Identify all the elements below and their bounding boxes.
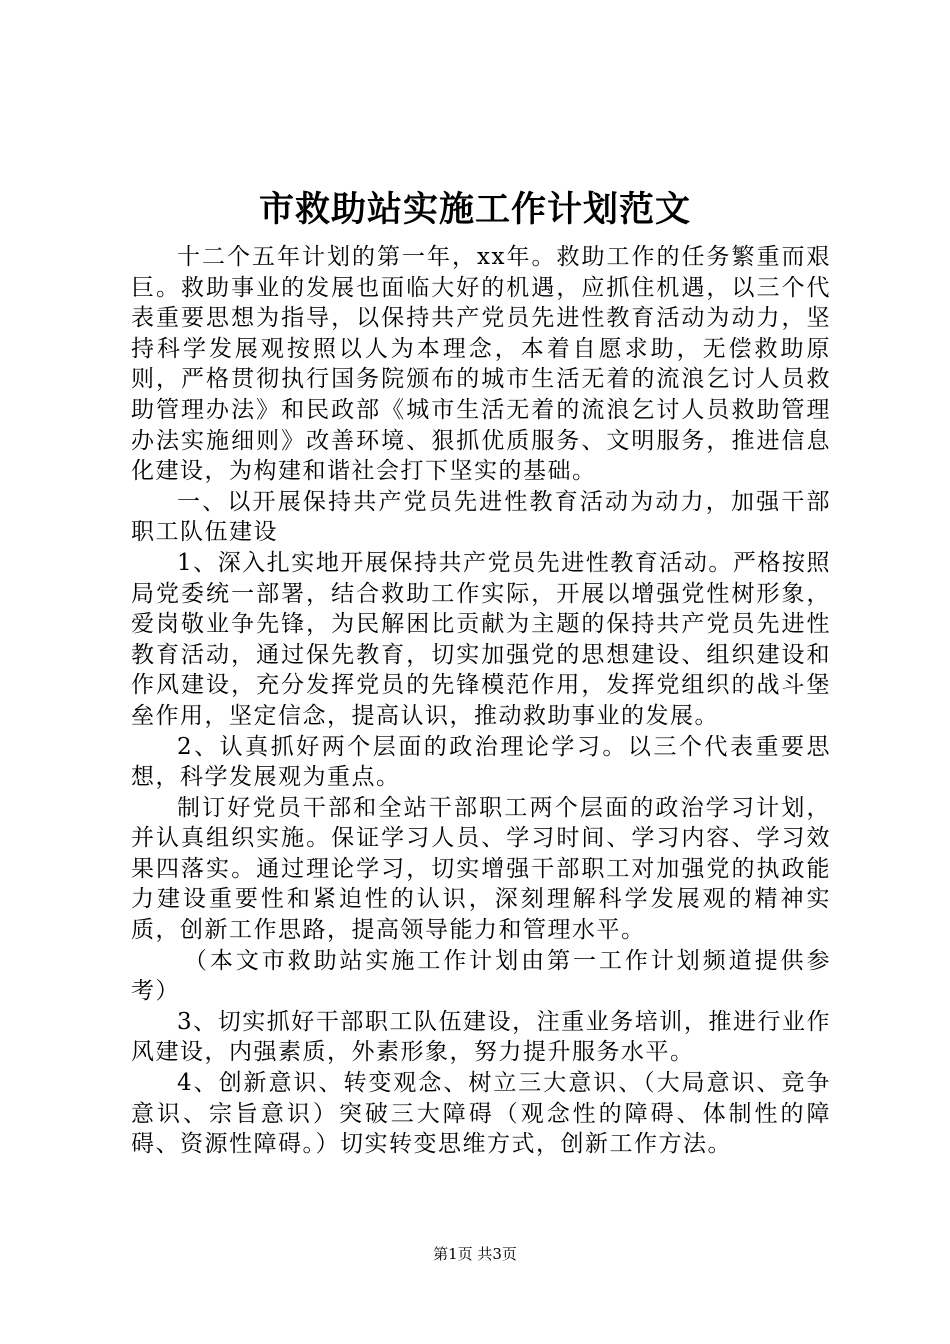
document-title: 市救助站实施工作计划范文: [258, 189, 691, 230]
paragraph-item-1: 1、深入扎实地开展保持共产党员先进性教育活动。严格按照局党委统一部署，结合救助工作实际，开展以增强党性树形象，爱岗敬业争先锋，为民解困比贡献为主题的保持共产党员先进性教育活动，通过保先教育，切实加强党的思想建设、组织建设和作风建设，充分发挥党员的先锋模范作用，发挥党组织的战斗堡垒作用，坚定信念，提高认识，推动救助事业的发展。: [131, 549, 831, 729]
document-body: [131, 242, 831, 1160]
paragraph-item-4: 4、创新意识、转变观念、树立三大意识、（大局意识、竞争意识、宗旨意识）突破三大障碍（观念性的障碍、体制性的障碍、资源性障碍。）切实转变思维方式，创新工作方法。: [131, 1070, 831, 1158]
page-number-footer: 第1页 共3页: [433, 1245, 517, 1263]
paragraph-study-plan: 制订好党员干部和全站干部职工两个层面的政治学习计划，并认真组织实施。保证学习人员、学习时间、学习内容、学习效果四落实。通过理论学习，切实增强干部职工对加强党的执政能力建设重要性和紧迫性的认识，深刻理解科学发展观的精神实质，创新工作思路，提高领导能力和管理水平。: [131, 794, 831, 944]
paragraph-item-2: 2、认真抓好两个层面的政治理论学习。以三个代表重要思想，科学发展观为重点。: [131, 733, 831, 791]
paragraph-item-3: 3、切实抓好干部职工队伍建设，注重业务培训，推进行业作风建设，内强素质，外素形象，努力提升服务水平。: [131, 1008, 831, 1066]
paragraph-source-note: （本文市救助站实施工作计划由第一工作计划频道提供参考）: [131, 947, 831, 1005]
paragraph-intro: 十二个五年计划的第一年，xx年。救助工作的任务繁重而艰巨。救助事业的发展也面临大好的机遇，应抓住机遇，以三个代表重要思想为指导，以保持共产党员先进性教育活动为动力，坚持科学发展观按照以人为本理念，本着自愿求助，无偿救助原则，严格贯彻执行国务院颁布的城市生活无着的流浪乞讨人员救助管理办法》和民政部《城市生活无着的流浪乞讨人员救助管理办法实施细则》改善环境、狠抓优质服务、文明服务，推进信息化建设，为构建和谐社会打下坚实的基础。: [131, 244, 831, 485]
section-heading-1: 一、以开展保持共产党员先进性教育活动为动力，加强干部职工队伍建设: [131, 488, 831, 546]
